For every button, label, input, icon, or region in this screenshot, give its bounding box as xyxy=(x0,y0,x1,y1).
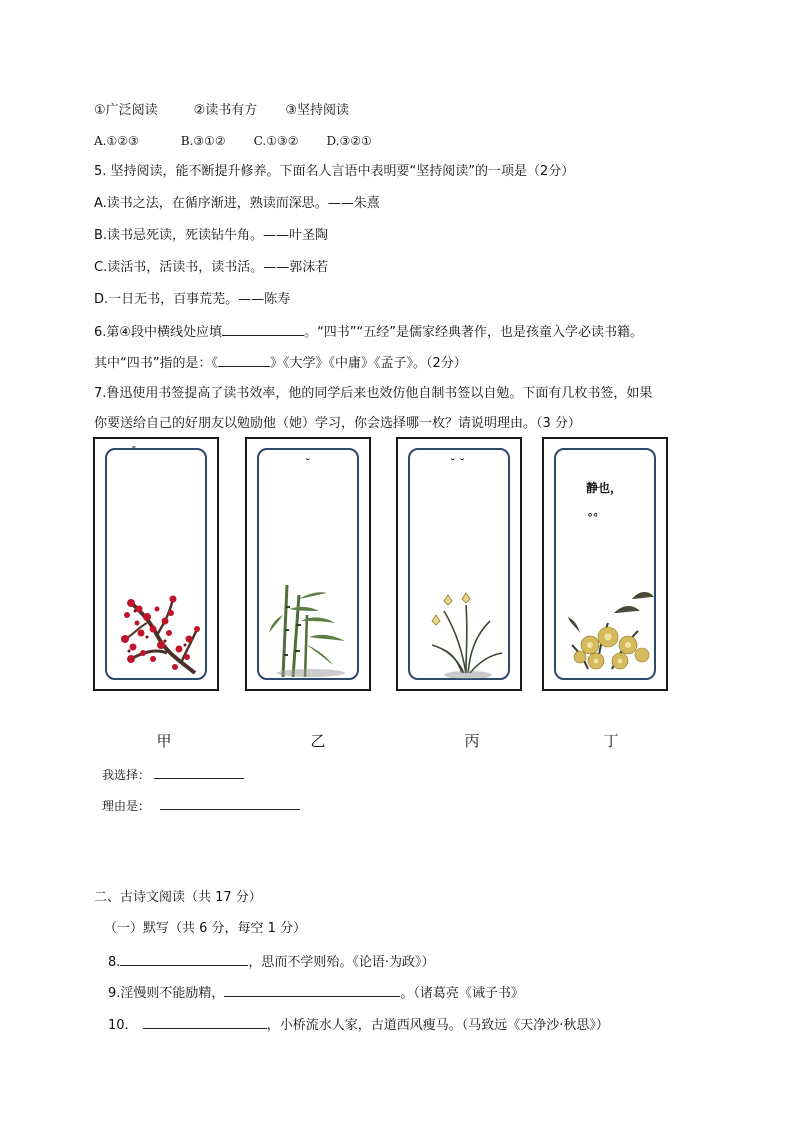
q10-line xyxy=(108,1015,609,1035)
bookmark-label-yi: 乙 xyxy=(310,732,326,750)
bookmark-jia[interactable] xyxy=(93,437,219,691)
q10-pre: 10. xyxy=(108,1018,129,1033)
q5-option-b: B.读书忌死读，死读钻牛角。——叶圣陶 xyxy=(94,228,329,243)
chrysanthemum-icon xyxy=(568,583,656,673)
q10-blank[interactable] xyxy=(143,1015,267,1029)
bookmark-yi[interactable] xyxy=(245,437,371,691)
q5-option-a: A.读书之法，在循序渐进，熟读而深思。——朱熹 xyxy=(94,196,380,211)
orchid-icon xyxy=(426,591,506,681)
section2-sub1: （一）默写（共 6 分，每空 1 分） xyxy=(104,921,307,936)
q9-pre: 9.淫慢则不能励精， xyxy=(108,986,225,1001)
section2-title: 二、古诗文阅读（共 17 分） xyxy=(94,890,262,905)
q7-line1: 7.鲁迅使用书签提高了读书效率，他的同学后来也效仿他自制书签以自勉。下面有几枚书签，如果 xyxy=(94,386,653,401)
q9-post: 。（诸葛亮《诫子书》 xyxy=(400,986,524,1001)
bookmark-label-bing: 丙 xyxy=(464,732,480,750)
option-2: ②读书有方 xyxy=(193,103,258,118)
q6-line1-post: 。“四书”“五经”是儒家经典著作，也是孩童入学必读书籍。 xyxy=(304,325,644,340)
q6-line2-post: 》《大学》《中庸》《孟子》。（2分） xyxy=(269,356,467,371)
option-1: ①广泛阅读 xyxy=(94,103,158,118)
q6-line1 xyxy=(94,322,643,342)
q6-line2-pre: 其中“四书”指的是：《 xyxy=(94,356,218,371)
bookmark-mark: ˉ xyxy=(131,445,137,458)
bookmark-ding[interactable] xyxy=(542,437,668,691)
q10-post: ，小桥流水人家，古道西风瘦马。（马致远《天净沙·秋思》） xyxy=(266,1018,609,1033)
q7-line2: 你要送给自己的好朋友以勉励他（她）学习，你会选择哪一枚？请说明理由。（3 分） xyxy=(94,416,581,431)
choose-row xyxy=(102,765,244,783)
reason-row xyxy=(102,796,300,814)
choice-d: D.③②① xyxy=(326,134,372,148)
bookmark-bing[interactable] xyxy=(396,437,522,691)
choose-label: 我选择： xyxy=(102,768,151,782)
reason-label: 理由是： xyxy=(102,799,151,813)
bookmark-label-jia: 甲 xyxy=(156,732,172,750)
bookmark-text-line1: 静也， xyxy=(586,481,623,495)
plum-blossom-icon xyxy=(117,589,201,677)
q6-blank-1[interactable] xyxy=(222,322,304,336)
options-line xyxy=(94,102,349,120)
bookmark-label-ding: 丁 xyxy=(603,732,619,750)
q8-pre: 8. xyxy=(108,955,121,970)
q6-line1-pre: 6.第④段中横线处应填 xyxy=(94,325,223,340)
q8-post: ，思而不学则殆。《论语·为政》） xyxy=(248,955,435,970)
q6-line2 xyxy=(94,353,467,373)
bookmark-text-line2: 。。 xyxy=(588,505,605,518)
q8-blank[interactable] xyxy=(120,952,248,966)
q5-stem: 5. 坚持阅读，能不断提升修养。下面名人言语中表明要“坚持阅读”的一项是（2分） xyxy=(94,164,575,179)
q9-line xyxy=(108,983,524,1003)
choice-c: C.①③② xyxy=(253,134,299,148)
choices-line xyxy=(94,132,372,150)
option-3: ③坚持阅读 xyxy=(285,103,349,118)
bookmark-mark: ˘ xyxy=(305,457,311,470)
q9-blank[interactable] xyxy=(224,983,400,997)
q5-option-c: C.读活书，活读书，读书活。——郭沫若 xyxy=(94,260,329,275)
q6-blank-2[interactable] xyxy=(218,353,270,367)
bamboo-icon xyxy=(269,585,351,677)
choose-blank[interactable] xyxy=(154,765,244,779)
q5-option-d: D.一日无书，百事荒芜。——陈寿 xyxy=(94,292,291,307)
reason-blank[interactable] xyxy=(160,796,300,810)
q8-line xyxy=(108,952,435,972)
choice-b: B.③①② xyxy=(180,134,226,148)
bookmark-mark: ˘ ˘ xyxy=(450,457,465,470)
choice-a: A.①②③ xyxy=(94,134,139,148)
